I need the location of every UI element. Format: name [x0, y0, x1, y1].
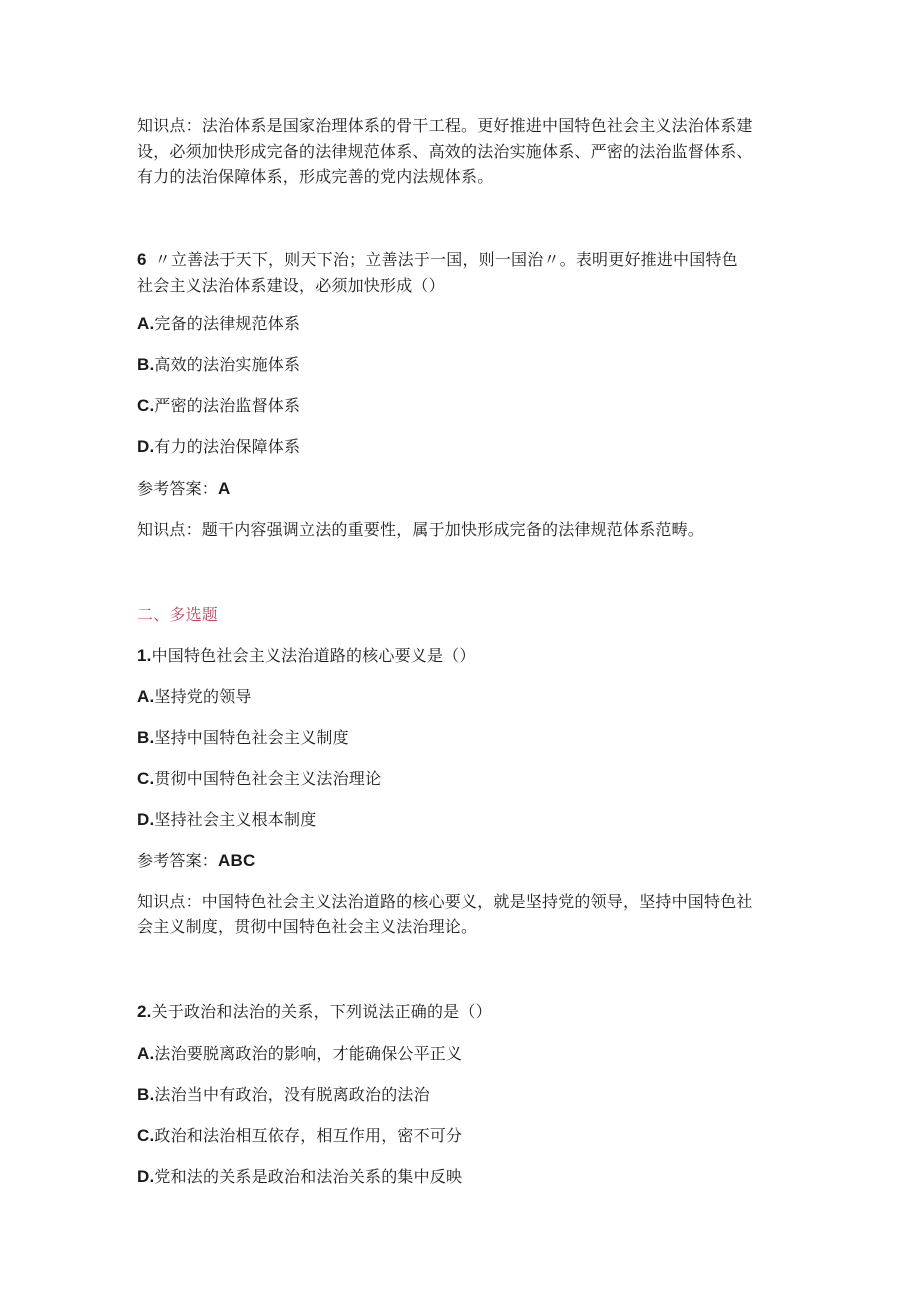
mq1-note-line-1: 知识点：中国特色社会主义法治道路的核心要义，就是坚持党的领导，坚持中国特色社: [137, 892, 753, 911]
note-top-text-1: 法治体系是国家治理体系的骨干工程。更好推进中国特色社会主义法治体系建: [201, 116, 753, 135]
q6-stem-line-1: [137, 250, 738, 270]
q6-option-a-letter: A.: [137, 314, 155, 333]
q6-answer: [137, 479, 231, 499]
mq2-option-c-letter: C.: [137, 1126, 155, 1145]
q6-option-a: [137, 314, 300, 334]
mq1-option-d-text: 坚持社会主义根本制度: [154, 810, 317, 829]
q6-option-b-text: 高效的法治实施体系: [154, 355, 301, 374]
mq1-note-line-2: 会主义制度，贯彻中国特色社会主义法治理论。: [137, 917, 478, 936]
q6-option-b-letter: B.: [137, 355, 155, 374]
mq2-option-b-letter: B.: [137, 1085, 155, 1104]
mq2-option-a-letter: A.: [137, 1044, 155, 1063]
mq2-stem: [137, 1002, 492, 1022]
q6-option-c-letter: C.: [137, 396, 155, 415]
mq1-option-c-text: 贯彻中国特色社会主义法治理论: [154, 769, 382, 788]
mq2-stem-text: 关于政治和法治的关系，下列说法正确的是（）: [151, 1002, 492, 1021]
mq1-option-c-letter: C.: [137, 769, 155, 788]
q6-stem-line-2: 社会主义法治体系建设，必须加快形成（）: [137, 276, 445, 295]
q6-option-c-text: 严密的法治监督体系: [154, 396, 301, 415]
section-title-multi-choice: 二、多选题: [137, 605, 219, 624]
q6-note: 知识点：题干内容强调立法的重要性，属于加快形成完备的法律规范体系范畴。: [137, 520, 705, 539]
mq1-number: 1.: [137, 646, 152, 665]
note-top-label: 知识点：: [137, 116, 202, 135]
mq2-option-c-text: 政治和法治相互依存，相互作用，密不可分: [154, 1126, 463, 1145]
mq1-option-a: [137, 687, 252, 707]
q6-option-c: [137, 396, 300, 416]
note-top-line-1: [137, 116, 753, 136]
mq1-option-a-text: 坚持党的领导: [154, 687, 252, 706]
mq1-stem-text: 中国特色社会主义法治道路的核心要义是（）: [151, 646, 476, 665]
q6-number: 6: [137, 250, 147, 269]
mq1-option-c: [137, 769, 381, 789]
mq1-answer: [137, 851, 255, 871]
mq2-option-a-text: 法治要脱离政治的影响，才能确保公平正义: [154, 1044, 463, 1063]
mq1-answer-value: ABC: [218, 851, 256, 870]
mq1-answer-label: 参考答案：: [137, 851, 219, 870]
mq2-option-b-text: 法治当中有政治，没有脱离政治的法治: [154, 1085, 430, 1104]
mq2-option-d-letter: D.: [137, 1167, 155, 1186]
q6-option-d-text: 有力的法治保障体系: [154, 437, 301, 456]
q6-option-d-letter: D.: [137, 437, 155, 456]
q6-answer-value: A: [218, 479, 231, 498]
q6-stem-text-1: 〃立善法于天下，则天下治；立善法于一国，则一国治〃。表明更好推进中国特色: [154, 250, 738, 269]
mq2-number: 2.: [137, 1002, 152, 1021]
q6-option-a-text: 完备的法律规范体系: [154, 314, 301, 333]
mq1-option-a-letter: A.: [137, 687, 155, 706]
mq1-option-b-letter: B.: [137, 728, 155, 747]
q6-answer-label: 参考答案：: [137, 479, 219, 498]
mq2-option-c: [137, 1126, 462, 1146]
mq2-option-d: [137, 1167, 462, 1187]
note-top-line-2: 设，必须加快形成完备的法律规范体系、高效的法治实施体系、严密的法治监督体系、: [137, 142, 753, 161]
q6-option-b: [137, 355, 300, 375]
mq2-option-a: [137, 1044, 462, 1064]
q6-option-d: [137, 437, 300, 457]
mq1-stem: [137, 646, 476, 666]
mq2-option-d-text: 党和法的关系是政治和法治关系的集中反映: [154, 1167, 463, 1186]
mq1-option-b: [137, 728, 349, 748]
mq1-option-d: [137, 810, 316, 830]
note-top-line-3: 有力的法治保障体系，形成完善的党内法规体系。: [137, 167, 494, 186]
mq1-option-b-text: 坚持中国特色社会主义制度: [154, 728, 349, 747]
mq1-option-d-letter: D.: [137, 810, 155, 829]
mq2-option-b: [137, 1085, 430, 1105]
